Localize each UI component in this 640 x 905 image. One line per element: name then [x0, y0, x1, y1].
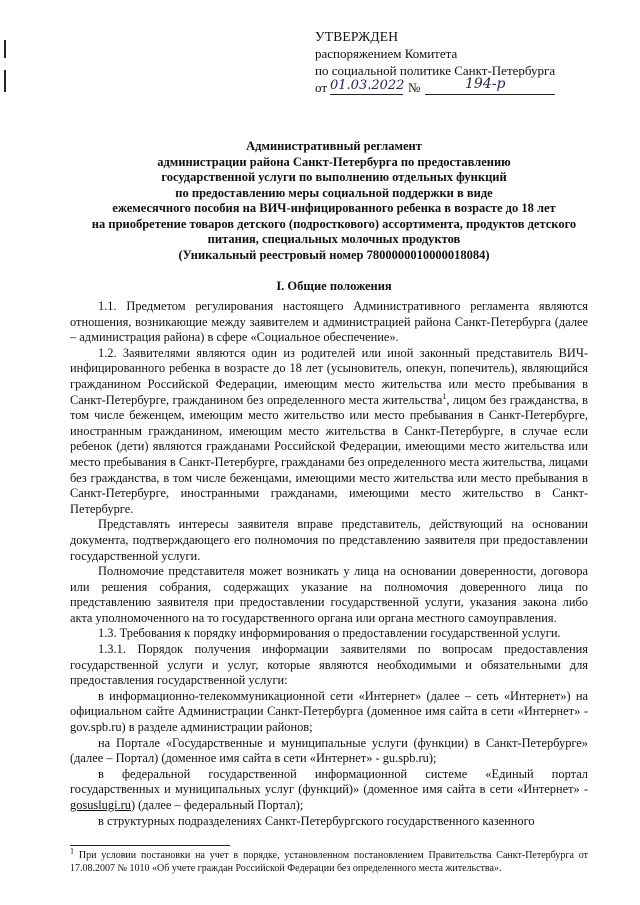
approval-signature-row — [315, 76, 555, 97]
footnote-ref[interactable]: 1 — [442, 391, 447, 401]
document-heading — [60, 139, 608, 263]
heading-line: государственной услуги по выполнению отдельных функций — [161, 170, 507, 184]
heading-line: (Уникальный реестровый номер 7800000010000018084) — [178, 247, 490, 262]
from-label: от — [315, 80, 328, 95]
date-underline — [330, 94, 403, 95]
paragraph: 1.3.1. Порядок получения информации заявителями по вопросам предоставления государственной услуги и услуг, которые являются необходимыми и обязательными для предоставления государственной услуги: — [70, 642, 588, 688]
paragraph: Представлять интересы заявителя вправе представитель, действующий на основании документа, подтверждающего его полномочия по представлению заявителя при предоставлении государственной услуги. — [70, 517, 588, 563]
footnote-text: При условии постановки на учет в порядке, установленном постановлением Правительства Санкт-Петербурга от 17.08.2007 № 1010 «Об учете граждан Российской Федерации без определенного места жительства». — [70, 850, 589, 874]
heading-line: на приобретение товаров детского (подросткового) ассортимента, продуктов детского — [91, 216, 577, 231]
paragraph: Полномочие представителя может возникать у лица на основании доверенности, договора или решения собрания, содержащих указание на полномочия доверенного лица по представлению заявителя при предоставлении государственной услуги, указания закона либо акта уполномоченного на то государственного органа или органа местного самоуправления. — [70, 564, 588, 625]
handwritten-number: 194-р — [465, 76, 506, 92]
footnote-marker: 1 — [70, 846, 74, 856]
paragraph: в информационно-телекоммуникационной сети «Интернет» (далее – сеть «Интернет») на официальном сайте Администрации Санкт-Петербурга (доменное имя сайта в сети «Интернет» - gov.spb.ru) в разделе администрации районов; — [70, 688, 588, 735]
heading-line: ежемесячного пособия на ВИЧ-инфицированного ребенка в возрасте до 18 лет — [112, 201, 556, 215]
heading-line: питания, специальных молочных продуктов — [207, 232, 461, 246]
paragraph: на Портале «Государственные и муниципальные услуги (функции) в Санкт-Петербурге» (далее – Портал) (доменное имя сайта в сети «Интернет» - gu.spb.ru); — [70, 735, 588, 766]
margin-mark — [4, 40, 6, 58]
approval-line-2: по социальной политике Санкт-Петербурга — [315, 63, 556, 78]
paragraph: 1.1. Предметом регулирования настоящего Административного регламента являются отношения, возникающие между заявителем и администрацией района Санкт-Петербурга (далее – администрация района) в сфере «Социальное обеспечение». — [70, 299, 588, 345]
heading-line: администрации района Санкт-Петербурга по предоставлению — [157, 154, 511, 169]
approval-title: УТВЕРЖДЕН — [315, 29, 399, 44]
paragraph: в структурных подразделениях Санкт-Петербургского государственного казенного — [98, 813, 535, 828]
paragraph: 1.3. Требования к порядку информирования о предоставлении государственной услуги. — [98, 626, 561, 641]
margin-mark — [4, 70, 6, 92]
number-underline — [425, 94, 555, 95]
section-title: I. Общие положения — [276, 279, 392, 293]
handwritten-date: 01.03.2022 — [330, 78, 405, 93]
heading-line: по предоставлению меры социальной поддержки в виде — [175, 185, 493, 200]
approval-line-1: распоряжением Комитета — [315, 46, 458, 61]
approval-block — [315, 28, 555, 97]
number-label: № — [408, 80, 421, 95]
paragraph-text: ) (далее – федеральный Портал); — [130, 798, 304, 812]
gosuslugi-link[interactable]: gosuslugi.ru — [70, 798, 131, 812]
heading-line: Административный регламент — [246, 139, 422, 153]
paragraph-text: в федеральной государственной информационной системе «Единый портал государственных и муниципальных услуг (функций)» (доменное имя сайта в сети «Интернет» - — [70, 766, 588, 797]
paragraph-text: , лицом без гражданства, в том числе беженцем, имеющим место жительство или место пребывания в Санкт-Петербурге, иностранным гражданином, имеющим место жительства в Санкт-Петербурге, в случае если ребенок (дети) являются гражданами Российской Федерации, имеющими место жительства или место пребывания в Санкт-Петербурге, гражданами без определенного места жительства, лицами без гражданства, в том числе беженцами, имеющими место жительства или место пребывания в Санкт-Петербурге, иностранными гражданами, имеющими место жительство в Санкт-Петербурге. — [70, 392, 588, 516]
document-body — [70, 299, 588, 829]
paragraph-text: 1.2. Заявителями являются один из родителей или иной законный представитель ВИЧ-инфицированного ребенка в возрасте до 18 лет (усыновитель, опекун, попечитель), являющийся гражданином Российской Федерации, имеющим место жительства или место пребывания в Санкт-Петербурге, гражданином без определенного места жительства — [70, 345, 588, 407]
footnote-divider — [70, 845, 230, 846]
paragraph — [70, 767, 588, 814]
paragraph — [70, 346, 588, 518]
footnote — [70, 846, 589, 875]
